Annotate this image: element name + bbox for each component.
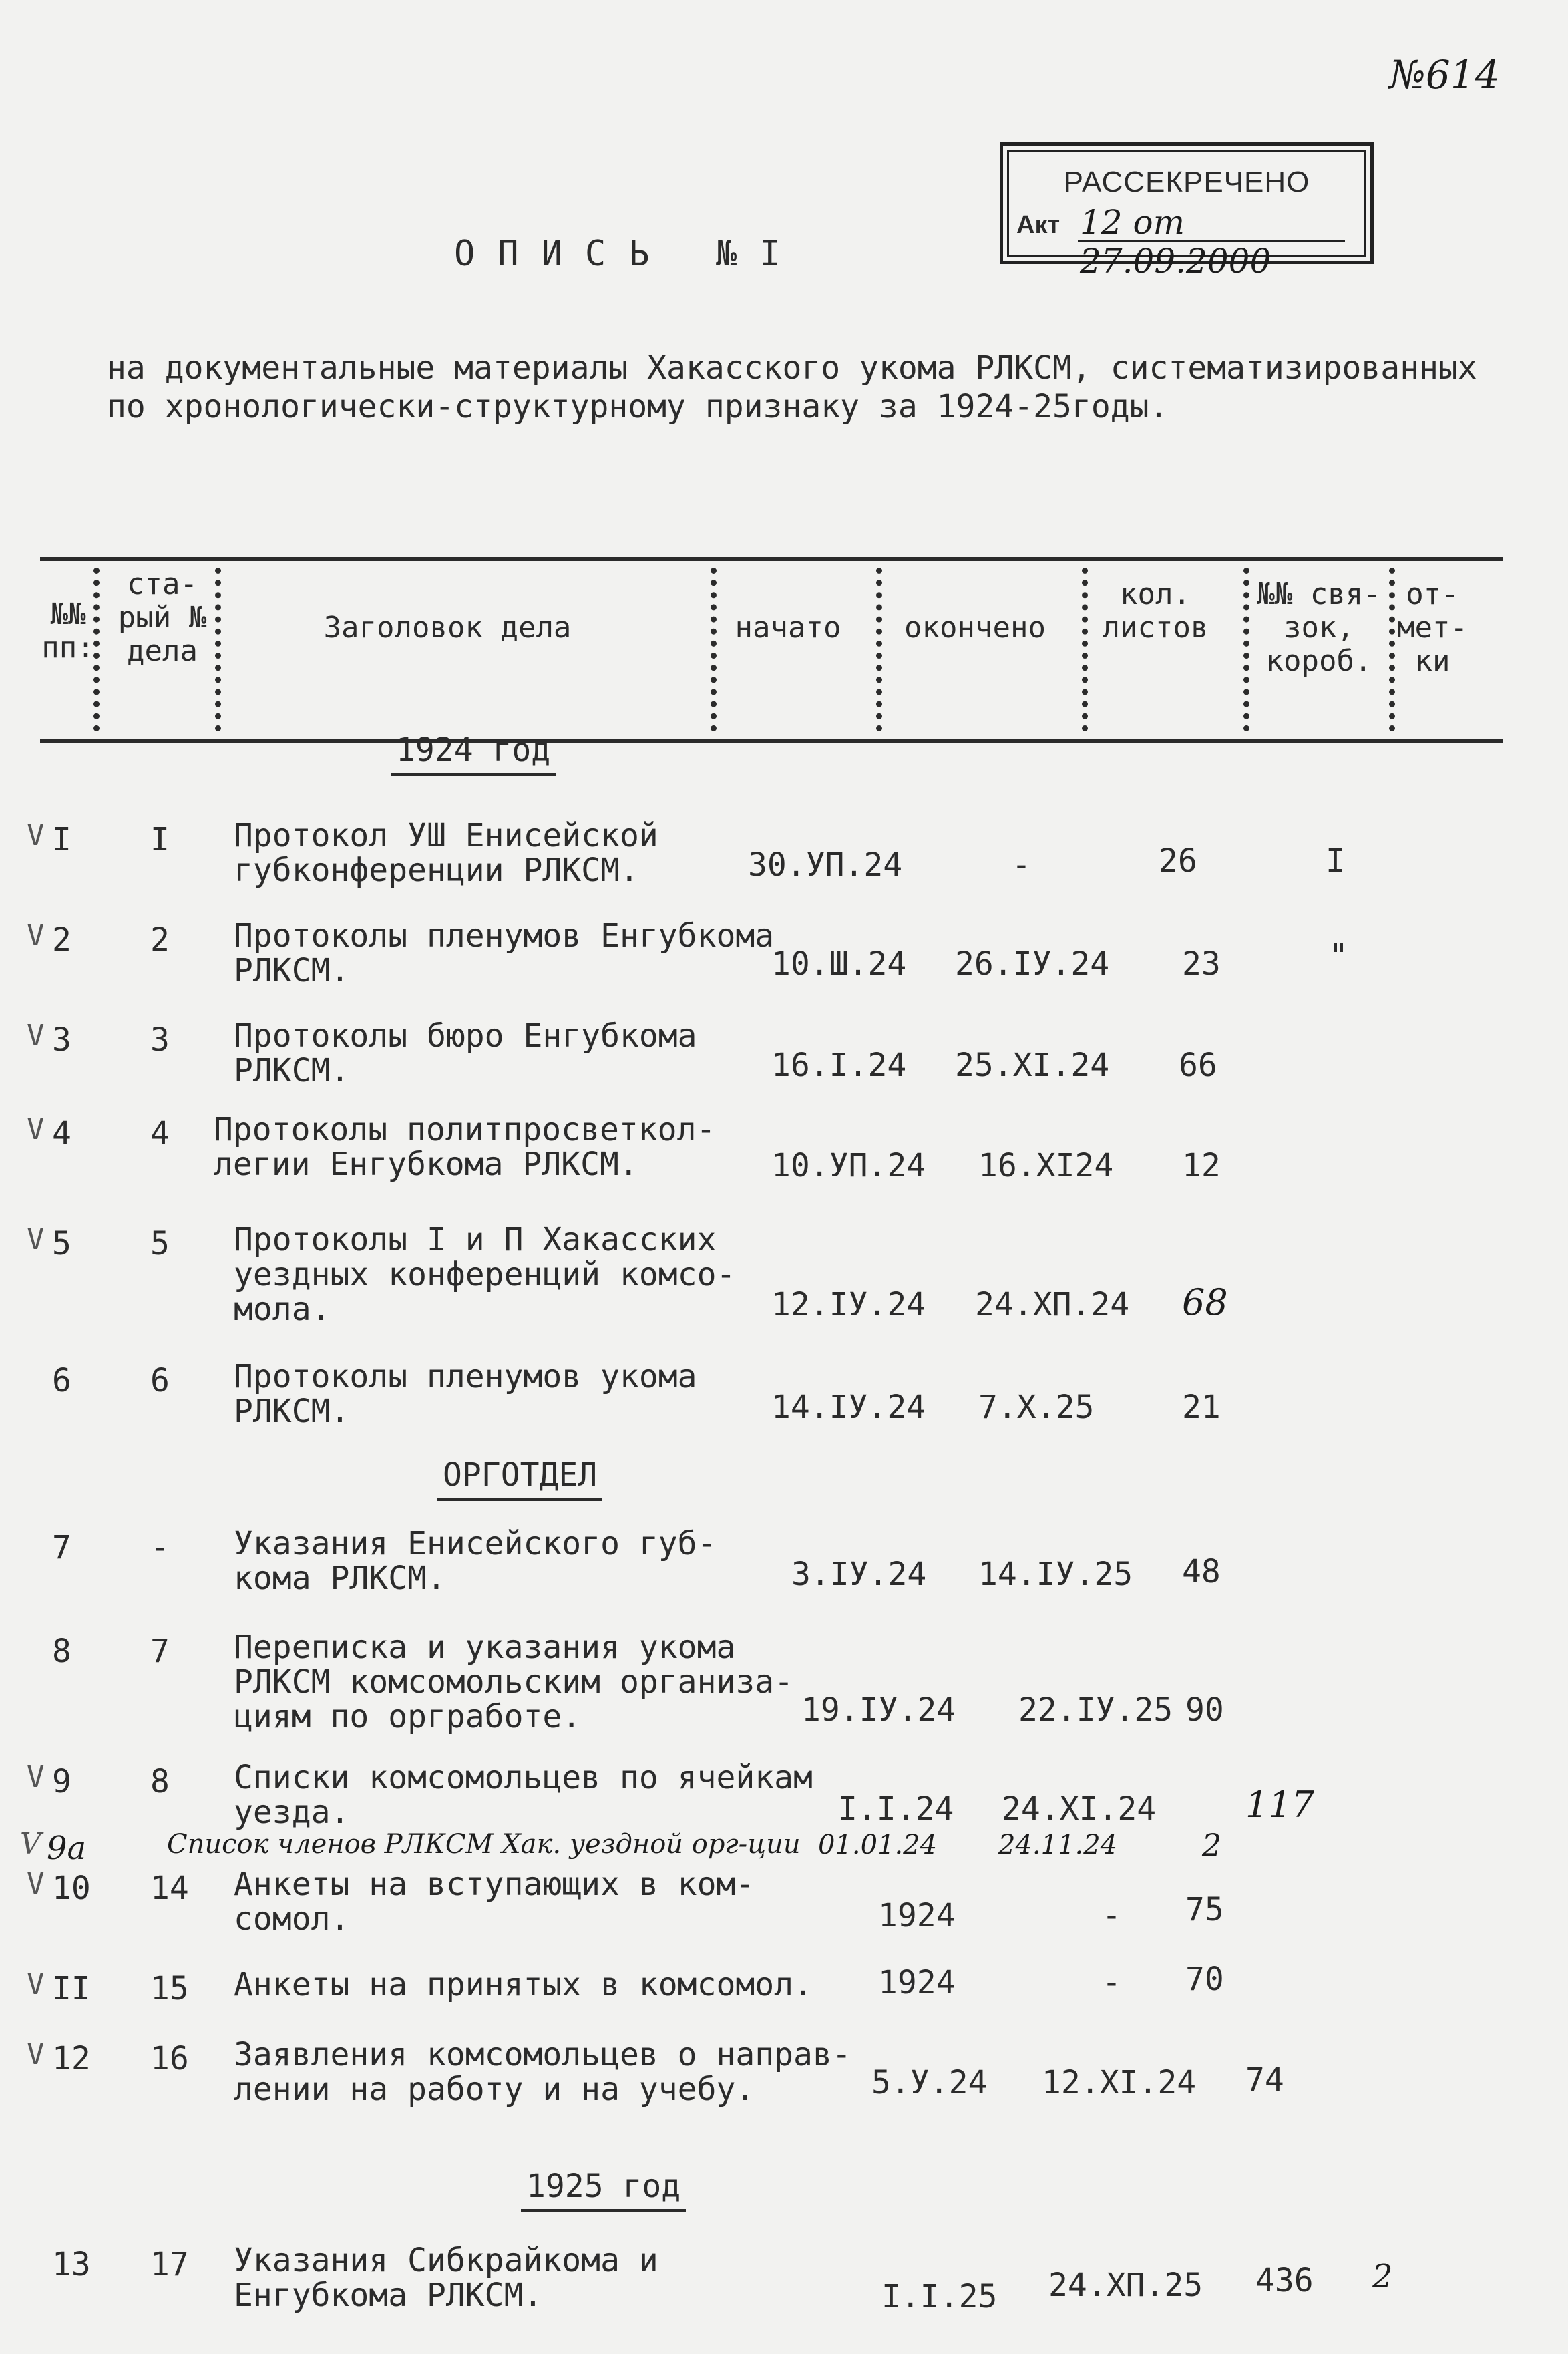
- table-row: [0, 2036, 1568, 2108]
- row-number: 9: [52, 1763, 71, 1800]
- row-number: II: [52, 1970, 91, 2007]
- col-header-end: окончено: [904, 611, 1046, 645]
- row-number: 10: [52, 1870, 91, 1907]
- stamp-title: РАССЕКРЕЧЕНО: [1063, 166, 1310, 198]
- table-header-rule: [40, 739, 1503, 743]
- section-1924: 1924 год: [391, 731, 556, 776]
- section-1925: 1925 год: [521, 2168, 686, 2212]
- end-date: -: [1012, 846, 1031, 884]
- check-mark: V: [27, 1967, 45, 2001]
- section-orgotdel: ОРГОТДЕЛ: [437, 1456, 602, 1501]
- stamp-act-label: Акт: [1016, 211, 1060, 239]
- col-separator: [1389, 568, 1395, 731]
- table-row: [0, 817, 1568, 889]
- start-date: 1924: [878, 1964, 956, 2001]
- old-case-number: 16: [150, 2040, 189, 2077]
- table-row: [0, 1827, 1568, 1867]
- end-date: 7.Х.25: [978, 1389, 1095, 1426]
- document-title: ОПИСЬ №I: [454, 234, 803, 274]
- end-date: -: [1102, 1897, 1121, 1935]
- check-mark: V: [27, 1112, 45, 1146]
- end-date: 16.XI24: [978, 1147, 1114, 1184]
- sheet-count: 90: [1185, 1691, 1224, 1729]
- table-row: [0, 1525, 1568, 1597]
- sheet-number: №614: [1389, 52, 1500, 98]
- row-number: I: [52, 821, 71, 858]
- old-case-number: -: [150, 1529, 170, 1566]
- check-mark: V: [27, 1019, 45, 1053]
- sheet-count: 48: [1182, 1553, 1221, 1590]
- document-subtitle: на документальные материалы Хакасского укома РЛКСМ, систематизированных по хронологически-структурному признаку за 1924-25годы.: [107, 349, 1477, 426]
- end-date: 25.XI.24: [955, 1047, 1110, 1084]
- sheet-count: 117: [1245, 1784, 1315, 1826]
- end-date: 22.IУ.25: [1018, 1691, 1173, 1729]
- row-number: 7: [52, 1529, 71, 1566]
- sheet-count: 66: [1179, 1047, 1217, 1084]
- row-number: 4: [52, 1115, 71, 1152]
- sheet-count: 12: [1182, 1147, 1221, 1184]
- row-number: 12: [52, 2040, 91, 2077]
- check-mark: V: [27, 1760, 45, 1794]
- start-date: 19.IУ.24: [801, 1691, 956, 1729]
- start-date: I.I.24: [838, 1790, 954, 1828]
- start-date: 30.УП.24: [748, 846, 903, 884]
- row-number: 5: [52, 1225, 71, 1263]
- start-date: 5.У.24: [871, 2064, 988, 2101]
- table-top-rule: [40, 557, 1503, 561]
- start-date: 12.IУ.24: [771, 1286, 926, 1323]
- old-case-number: 17: [150, 2246, 189, 2283]
- col-header-heading: Заголовок дела: [323, 611, 572, 645]
- old-case-number: 4: [150, 1115, 170, 1152]
- check-mark: V: [27, 2037, 45, 2071]
- case-title: Протоколы I и П Хакасских уездных конференций комсо- мола.: [234, 1221, 736, 1328]
- box-number: I: [1326, 842, 1345, 880]
- sheet-count: 23: [1182, 945, 1221, 983]
- stamp-underline: [1078, 240, 1345, 242]
- col-header-start: начато: [735, 611, 841, 645]
- case-title: Протоколы бюро Енгубкома РЛКСМ.: [234, 1017, 697, 1089]
- case-title: Анкеты на принятых в комсомол.: [234, 1966, 813, 2003]
- check-mark: V: [27, 1222, 45, 1256]
- col-separator: [215, 568, 221, 731]
- end-date: 24.XI.24: [1002, 1790, 1157, 1828]
- end-date: -: [1102, 1964, 1121, 2001]
- row-number: 8: [52, 1633, 71, 1670]
- col-header-box: №№ свя- зок, короб.: [1257, 577, 1381, 678]
- row-number: 6: [52, 1362, 71, 1399]
- sheet-count: 2: [1202, 1827, 1222, 1863]
- col-separator: [1082, 568, 1088, 731]
- start-date: 14.IУ.24: [771, 1389, 926, 1426]
- end-date: 12.XI.24: [1042, 2064, 1197, 2101]
- row-number: 2: [52, 921, 71, 959]
- col-header-sheets: кол. листов: [1102, 577, 1209, 645]
- col-separator: [93, 568, 100, 731]
- table-row: [0, 2242, 1568, 2315]
- check-mark: V: [27, 918, 45, 953]
- row-number: 13: [52, 2246, 91, 2283]
- case-title: Протокол УШ Енисейской губконференции РЛКСМ.: [234, 817, 658, 889]
- table-row: [0, 1866, 1568, 1938]
- old-case-number: 7: [150, 1633, 170, 1670]
- sheet-count: 68: [1182, 1281, 1228, 1323]
- end-date: 24.XП.24: [975, 1286, 1130, 1323]
- col-separator: [1243, 568, 1249, 731]
- table-row: [0, 917, 1568, 989]
- case-title: Список членов РЛКСМ Хак. уездной орг-ции: [167, 1829, 801, 1860]
- end-date: 14.IУ.25: [978, 1556, 1133, 1593]
- start-date: 1924: [878, 1897, 956, 1935]
- sheet-count: 21: [1182, 1389, 1221, 1426]
- old-case-number: 6: [150, 1362, 170, 1399]
- case-title: Протоколы пленумов Енгубкома РЛКСМ.: [234, 917, 775, 989]
- start-date: 3.IУ.24: [791, 1556, 927, 1593]
- old-case-number: 5: [150, 1225, 170, 1263]
- start-date: 01.01.24: [818, 1830, 938, 1860]
- case-title: Списки комсомольцев по ячейкам уезда.: [234, 1759, 813, 1831]
- box-number: ": [1329, 937, 1348, 975]
- case-title: Протоколы политпросветкол- легии Енгубкома РЛКСМ.: [214, 1111, 716, 1183]
- case-title: Указания Енисейского губ- кома РЛКСМ.: [234, 1525, 717, 1597]
- old-case-number: 2: [150, 921, 170, 959]
- sheet-count: 436: [1255, 2262, 1314, 2299]
- old-case-number: 14: [150, 1870, 189, 1907]
- box-number: 2: [1372, 2258, 1393, 2295]
- check-mark: V: [27, 1867, 45, 1901]
- table-row: [0, 1111, 1568, 1184]
- table-row: [0, 1759, 1568, 1831]
- check-mark: V: [27, 818, 45, 852]
- case-title: Переписка и указания укома РЛКСМ комсомольским организа- циям по оргработе.: [234, 1629, 794, 1735]
- row-number: 3: [52, 1021, 71, 1059]
- case-title: Протоколы пленумов укома РЛКСМ.: [234, 1358, 697, 1430]
- end-date: 24.11.24: [998, 1830, 1118, 1860]
- sheet-count: 75: [1185, 1891, 1224, 1928]
- case-title: Анкеты на вступающих в ком- сомол.: [234, 1866, 755, 1938]
- old-case-number: 8: [150, 1763, 170, 1800]
- case-title: Заявления комсомольцев о направ- лении на работу и на учебу.: [234, 2036, 851, 2108]
- start-date: I.I.25: [881, 2278, 998, 2315]
- col-header-notes: от- мет- ки: [1397, 577, 1468, 678]
- old-case-number: 15: [150, 1970, 189, 2007]
- end-date: 26.IУ.24: [955, 945, 1110, 983]
- col-separator: [711, 568, 717, 731]
- old-case-number: I: [150, 821, 170, 858]
- end-date: 24.XП.25: [1048, 2266, 1203, 2304]
- col-header-old-num: ста- рый № дела: [118, 567, 207, 668]
- old-case-number: 3: [150, 1021, 170, 1059]
- sheet-count: 74: [1245, 2061, 1284, 2099]
- declassified-stamp: [1000, 142, 1374, 281]
- start-date: 10.Ш.24: [771, 945, 907, 983]
- col-header-num: №№ пп:: [41, 597, 95, 665]
- col-separator: [876, 568, 882, 731]
- table-row: [0, 1358, 1568, 1430]
- start-date: 16.I.24: [771, 1047, 907, 1084]
- sheet-count: 26: [1159, 842, 1197, 880]
- stamp-act-value: 12 от 27.09.2000: [1080, 203, 1271, 281]
- table-row: [0, 1221, 1568, 1328]
- table-row: [0, 1629, 1568, 1735]
- start-date: 10.УП.24: [771, 1147, 926, 1184]
- row-number: 9а: [47, 1830, 87, 1867]
- case-title: Указания Сибкрайкома и Енгубкома РЛКСМ.: [234, 2242, 658, 2314]
- sheet-count: 70: [1185, 1961, 1224, 1998]
- table-row: [0, 1961, 1568, 2007]
- check-mark: V: [20, 1827, 41, 1861]
